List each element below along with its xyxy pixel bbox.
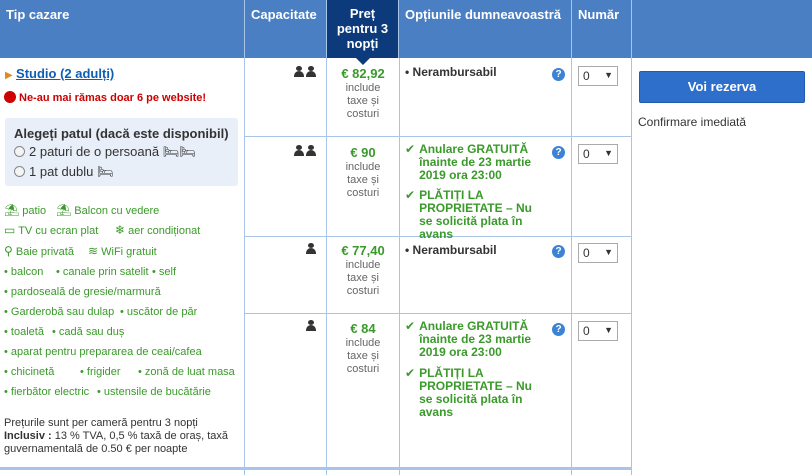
option-pay-at-property: ✔ PLĂTIȚI LA PROPRIETATE – Nu se solicită plata în avans [405,188,532,241]
check-icon: ✔ [405,188,416,202]
capacity-2-adults-icon [294,145,318,159]
facility-tv: ▭ TV cu ecran plat [4,223,99,237]
capacity-1-adult-icon [306,243,318,257]
header-price: Preț pentru 3 nopți [327,0,399,58]
room-count-select[interactable]: 0 ▼ [578,321,618,341]
chevron-right-icon: ▶ [5,70,13,81]
room-count-select[interactable]: 0 ▼ [578,66,618,86]
instant-confirmation: Confirmare imediată [638,115,747,129]
bed-choice-title: Alegeți patul (dacă este disponibil) [14,126,229,141]
amenity: • chicinetă [4,366,55,378]
option-free-cancel: ✔ Anulare GRATUITĂ înainte de 23 martie 2019 ora 23:00 [405,142,532,182]
bed-option-twin[interactable]: 2 paturi de o persoană 🛏🛏 [14,144,196,160]
header-options: Opțiunile dumneavoastră [399,0,572,58]
facility-patio: ⛱ patio [4,203,47,217]
facility-ac: ❄ aer condiționat [115,223,201,237]
reserve-button[interactable]: Voi rezerva [639,71,805,103]
amenity: • Garderobă sau dulap [4,306,115,318]
facility-bath: ⚲ Baie privată [4,244,74,258]
row-tax: include taxe și costuri [345,259,381,297]
option-free-cancel: ✔ Anulare GRATUITĂ înainte de 23 martie 2019 ora 23:00 [405,319,532,359]
capacity-2-adults-icon [294,66,318,80]
check-icon: ✔ [405,366,416,380]
row-price: € 82,92 [341,66,385,81]
header-number: Număr [572,0,632,58]
bed-option-double[interactable]: 1 pat dublu 🛏 [14,164,113,180]
shower-icon: ⚲ [4,244,13,258]
tv-icon: ▭ [4,223,16,237]
check-icon: ✔ [405,319,416,333]
header-reserve [632,0,812,58]
capacity-1-adult-icon [306,320,318,334]
room-count-select[interactable]: 0 ▼ [578,243,618,263]
radio-twin[interactable] [14,146,25,157]
help-icon[interactable]: ? [552,323,565,336]
amenity: • ustensile de bucătărie [97,386,211,398]
facility-wifi: ≋ WiFi gratuit [88,244,157,258]
alert-icon [4,91,16,103]
help-icon[interactable]: ? [552,245,565,258]
amenity: • zonă de luat masa [138,366,235,378]
facility-view: ⛱ Balcon cu vedere [56,203,160,217]
caret-down-icon: ▼ [604,148,613,158]
row-price: € 77,40 [341,243,385,258]
caret-down-icon: ▼ [604,247,613,257]
option-nonrefundable: • Nerambursabil [405,65,497,79]
help-icon[interactable]: ? [552,146,565,159]
amenity: • fierbător electric [4,386,90,398]
option-pay-at-property: ✔ PLĂTIȚI LA PROPRIETATE – Nu se solicită plata în avans [405,366,532,419]
twin-bed-icon: 🛏🛏 [162,144,196,159]
bed-choice-box [5,118,238,186]
availability-warning: Ne-au mai rămas doar 6 pe website! [4,90,206,104]
help-icon[interactable]: ? [552,68,565,81]
row-tax: include taxe și costuri [345,161,381,199]
row-tax: include taxe și costuri [345,337,381,375]
header-room-type: Tip cazare [0,0,245,58]
row-tax: include taxe și costuri [345,82,381,120]
caret-down-icon: ▼ [604,70,613,80]
inclusive-note: Inclusiv : 13 % TVA, 0,5 % taxă de oraș, taxă guvernamentală de 0.50 € per noapte [4,430,228,455]
radio-double[interactable] [14,166,25,177]
amenity: • canale prin satelit [56,266,149,278]
caret-down-icon: ▼ [604,325,613,335]
header-capacity: Capacitate [245,0,327,58]
snowflake-icon: ❄ [115,223,126,237]
price-note: Prețurile sunt per cameră pentru 3 nopți [4,417,198,429]
row-price: € 84 [350,321,376,336]
balcony-icon: ⛱ [56,203,72,217]
option-nonrefundable: • Nerambursabil [405,243,497,257]
room-name-link[interactable]: ▶ Studio (2 adulți) [5,66,115,81]
amenity: • cadă sau duș [52,326,125,338]
amenity: • frigider [80,366,121,378]
umbrella-icon: ⛱ [4,203,20,217]
double-bed-icon: 🛏 [96,164,114,179]
amenity: • balcon [4,266,44,278]
amenity: • pardoseală de gresie/marmură [4,286,161,298]
amenity: • aparat pentru prepararea de ceai/cafea [4,346,202,358]
row-price: € 90 [350,145,376,160]
amenity: • toaletă [4,326,44,338]
amenity: • uscător de păr [120,306,198,318]
check-icon: ✔ [405,142,416,156]
wifi-icon: ≋ [88,244,99,258]
room-count-select[interactable]: 0 ▼ [578,144,618,164]
amenity: • self [152,266,177,278]
